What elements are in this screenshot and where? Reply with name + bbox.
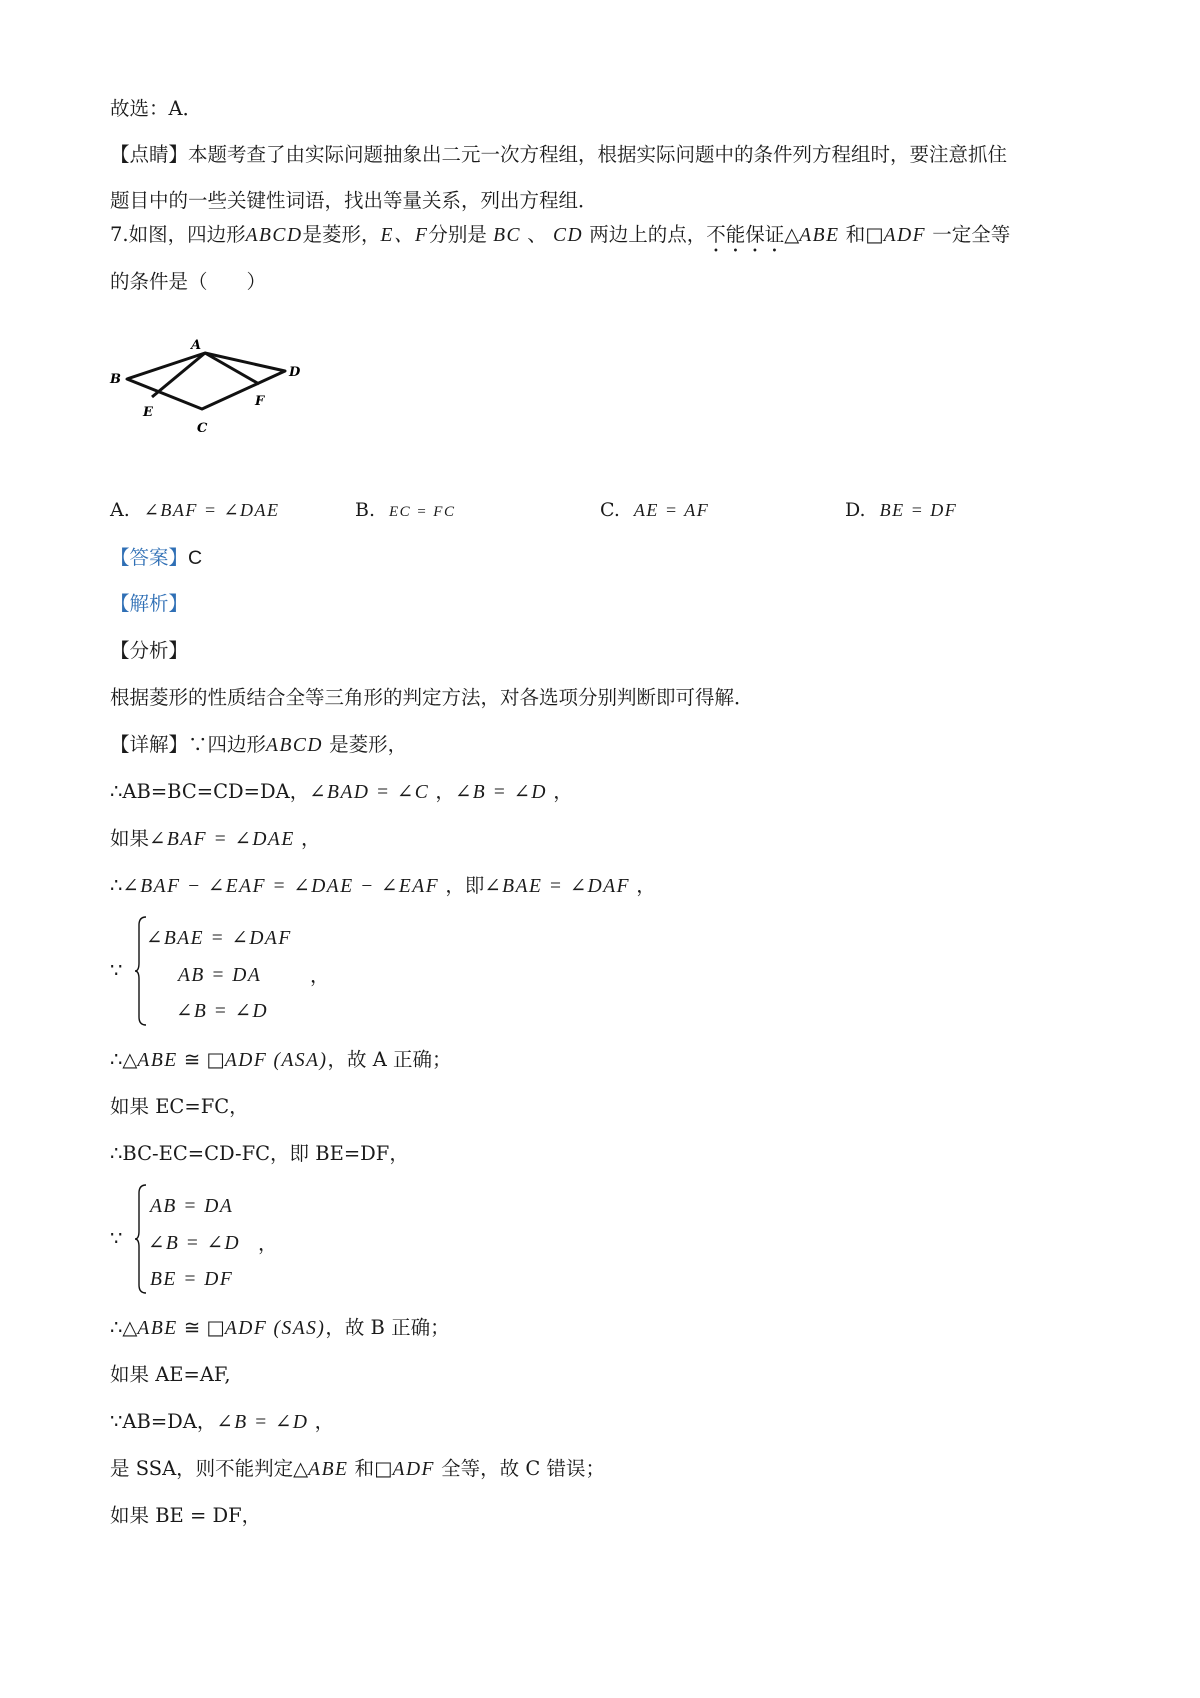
question-7-line-2: 的条件是（ ）	[110, 270, 267, 293]
emphasized-text: 不能保证	[706, 223, 785, 246]
answer-value: C	[188, 547, 203, 569]
text-line: 如果 BE = DF，	[110, 1504, 262, 1527]
vertex-label-a: A	[191, 338, 202, 353]
equation-system-2: ∵ AB = DA ∠B = ∠D ， BE = DF	[110, 1183, 410, 1303]
option-c[interactable]: C. AE = AF	[600, 499, 710, 521]
answer-line	[110, 544, 202, 572]
text-line: 【点睛】本题考查了由实际问题抽象出二元一次方程组，根据实际问题中的条件列方程组时，要注意抓住	[110, 143, 1008, 166]
fenxi-text: 根据菱形的性质结合全等三角形的判定方法，对各选项分别判断即可得解．	[110, 686, 754, 709]
vertex-label-f: F	[255, 394, 265, 409]
vertex-label-d: D	[289, 365, 301, 380]
answer-label: 【答案】	[110, 546, 189, 569]
brace-icon	[134, 1183, 148, 1295]
rhombus-figure	[105, 335, 335, 485]
detail-line-2: ∴AB=BC=CD=DA，∠BAD = ∠C ，∠B = ∠D ，	[110, 780, 573, 803]
detail-line-4: ∴∠BAF − ∠EAF = ∠DAE − ∠EAF ，即∠BAE = ∠DAF ，	[110, 874, 656, 897]
text-line: 如果 AE=AF,	[110, 1363, 231, 1386]
fenxi-label: 【分析】	[110, 639, 189, 662]
text-line: ∴BC-EC=CD-FC，即 BE=DF，	[110, 1142, 409, 1165]
option-a[interactable]: A. ∠BAF = ∠DAE	[110, 499, 280, 521]
detail-line-1: 【详解】∵四边形ABCD 是菱形，	[110, 733, 408, 756]
option-b[interactable]: B. EC = FC	[355, 499, 456, 521]
text-line: 题目中的一些关键性词语，找出等量关系，列出方程组．	[110, 189, 598, 212]
text-line: ∵AB=DA，∠B = ∠D ，	[110, 1410, 335, 1433]
option-d[interactable]: D. BE = DF	[845, 499, 958, 521]
text-line: 故选：A．	[110, 97, 203, 120]
analysis-label: 【解析】	[110, 592, 189, 615]
detail-line-3: 如果∠BAF = ∠DAE ，	[110, 827, 321, 850]
vertex-label-c: C	[197, 421, 208, 436]
vertex-label-e: E	[143, 405, 153, 420]
text-line: 是 SSA，则不能判定△ABE 和□ADF 全等，故 C 错误；	[110, 1457, 605, 1480]
result-line-asa: ∴△ABE ≅ □ADF (ASA)，故 A 正确；	[110, 1048, 452, 1071]
result-line-sas: ∴△ABE ≅ □ADF (SAS)，故 B 正确；	[110, 1316, 450, 1339]
equation-system-1: ∵ ∠BAE = ∠DAF AB = DA ， ∠B = ∠D	[110, 915, 410, 1035]
question-7-line-1: 7.如图，四边形ABCD是菱形，E、F分别是 BC 、 CD 两边上的点，不能保证△ABE 和□ADF 一定全等	[110, 223, 1011, 246]
vertex-label-b: B	[110, 372, 121, 387]
text-line: 如果 EC=FC，	[110, 1095, 249, 1118]
